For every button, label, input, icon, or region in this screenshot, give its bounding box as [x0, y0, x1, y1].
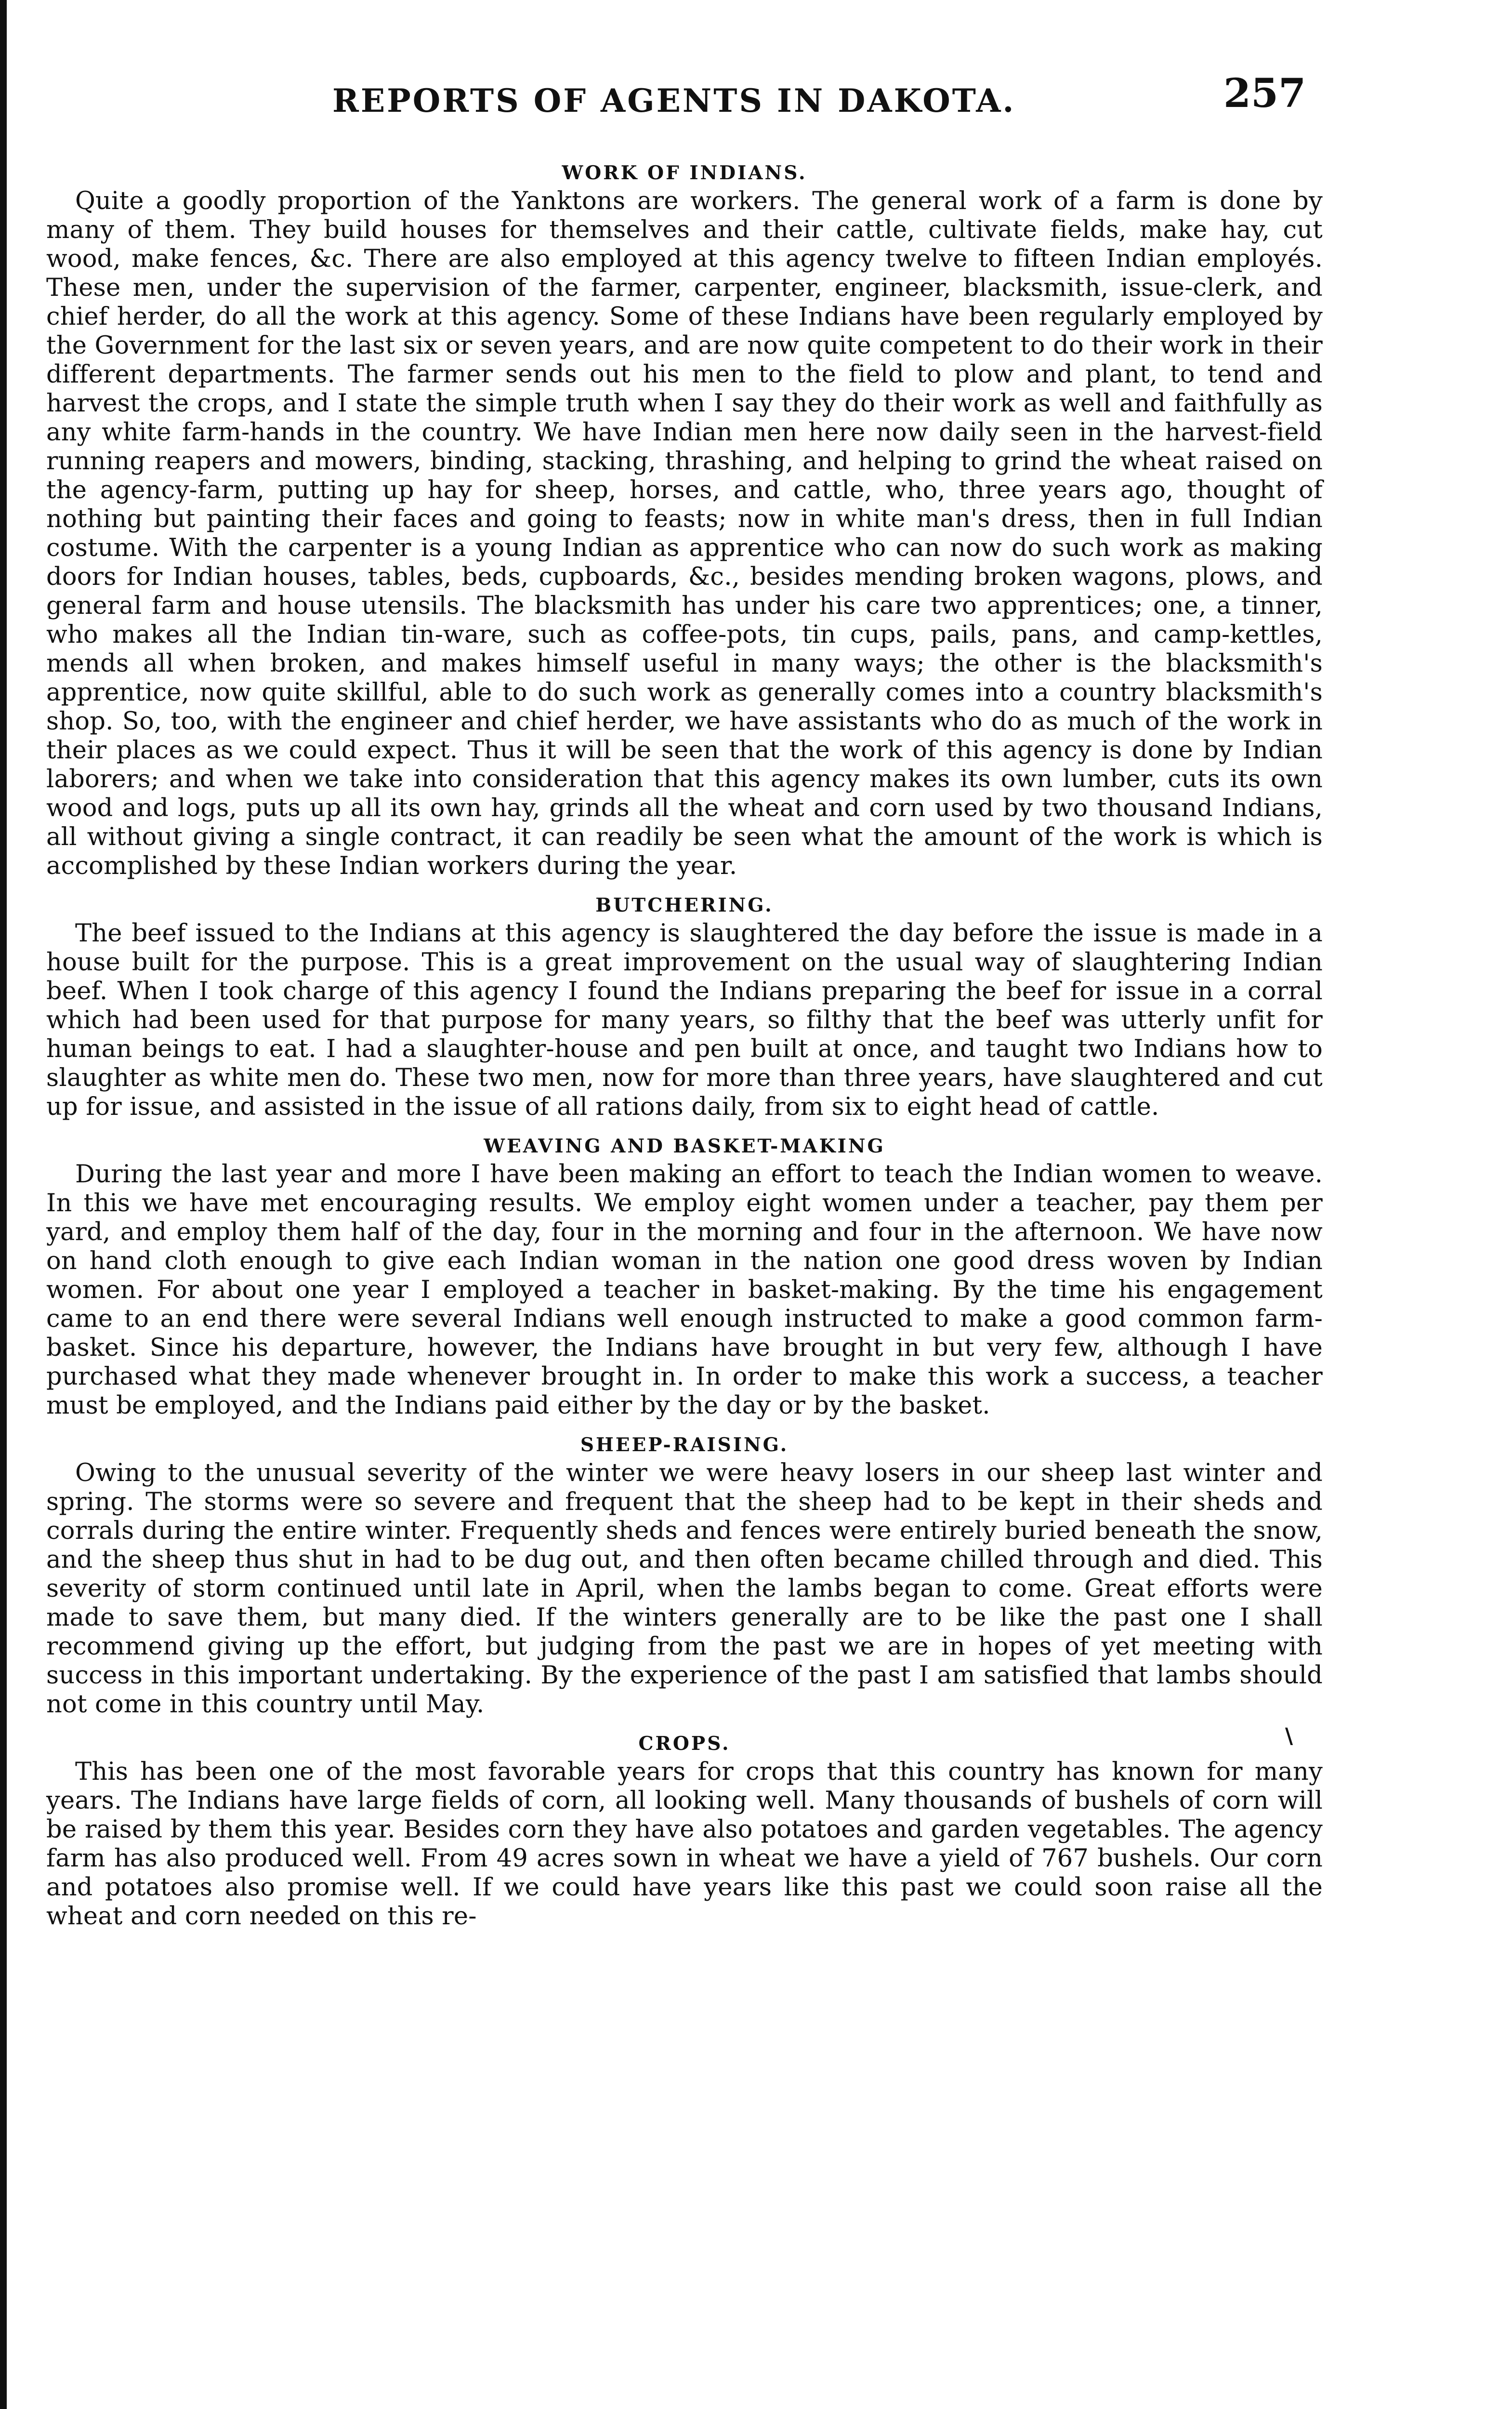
- paragraph: Owing to the unusual severity of the winter we were heavy losers in our sheep last winter and spring. The storms were so severe and frequent that the sheep had to be kept in their sheds and corrals during the entire winter. Frequently sheds and fences were entirely buried beneath the snow, and the sheep thus shut in had to be dug out, and then often became chilled through and died. This severity of storm continued until late in April, when the lambs began to come. Great efforts were made to save them, but many died. If the winters generally are to be like the past one I shall recommend giving up the effort, but judging from the past we are in hopes of yet meeting with success in this important undertaking. By the experience of the past I am satisfied that lambs should not come in this country until May.: [46, 1459, 1323, 1719]
- section-heading: BUTCHERING.: [595, 894, 774, 916]
- section-gap: [46, 1122, 1323, 1132]
- running-head: REPORTS OF AGENTS IN DAKOTA.: [332, 82, 1016, 119]
- section-heading: CROPS.: [638, 1733, 731, 1755]
- section-heading: WORK OF INDIANS.: [562, 162, 807, 184]
- section-sheep-raising: [46, 1431, 1323, 1719]
- section-weaving-basket-making: [46, 1132, 1323, 1420]
- section-gap: [46, 1719, 1323, 1730]
- page-number: 257: [1223, 70, 1306, 117]
- section-crops: [46, 1730, 1323, 1931]
- paragraph: Quite a goodly proportion of the Yanktons are workers. The general work of a farm is done by many of them. They build houses for themselves and their cattle, cultivate fields, make hay, cut wood, make fences, &c. There are also employed at this agency twelve to fifteen Indian employés. These men, under the supervision of the farmer, carpenter, engineer, blacksmith, issue-clerk, and chief herder, do all the work at this agency. Some of these Indians have been regularly employed by the Government for the last six or seven years, and are now quite competent to do their work in their different departments. The farmer sends out his men to the field to plow and plant, to tend and harvest the crops, and I state the simple truth when I say they do their work as well and faithfully as any white farm-hands in the country. We have Indian men here now daily seen in the harvest-field running reapers and mowers, binding, stacking, thrashing, and helping to grind the wheat raised on the agency-farm, putting up hay for sheep, horses, and cattle, who, three years ago, thought of nothing but painting their faces and going to feasts; now in white man's dress, then in full Indian costume. With the carpenter is a young Indian as apprentice who can now do such work as making doors for Indian houses, tables, beds, cupboards, &c., besides mending broken wagons, plows, and general farm and house utensils. The blacksmith has under his care two apprentices; one, a tinner, who makes all the Indian tin-ware, such as coffee-pots, tin cups, pails, pans, and camp-kettles, mends all when broken, and makes himself useful in many ways; the other is the blacksmith's apprentice, now quite skillful, able to do such work as generally comes into a country blacksmith's shop. So, too, with the engineer and chief herder, we have assistants who do as much of the work in their places as we could expect. Thus it will be seen that the work of this agency is done by Indian laborers; and when we take into consideration that this agency makes its own lumber, cuts its own wood and logs, puts up all its own hay, grinds all the wheat and corn used by two thousand Indians, all without giving a single contract, it can readily be seen what the amount of the work is which is accomplished by these Indian workers during the year.: [46, 187, 1323, 880]
- document-body: [46, 159, 1323, 1931]
- section-butchering: [46, 891, 1323, 1122]
- paragraph: This has been one of the most favorable years for crops that this country has known for many years. The Indians have large fields of corn, all looking well. Many thousands of bushels of corn will be raised by them this year. Besides corn they have also potatoes and garden vegetables. The agency farm has also produced well. From 49 acres sown in wheat we have a yield of 767 bushels. Our corn and potatoes also promise well. If we could have years like this past we could soon raise all the wheat and corn needed on this re-: [46, 1758, 1323, 1931]
- paragraph: The beef issued to the Indians at this agency is slaughtered the day before the issue is made in a house built for the purpose. This is a great improvement on the usual way of slaughtering Indian beef. When I took charge of this agency I found the Indians preparing the beef for issue in a corral which had been used for that purpose for many years, so filthy that the beef was utterly unfit for human beings to eat. I had a slaughter-house and pen built at once, and taught two Indians how to slaughter as white men do. These two men, now for more than three years, have slaughtered and cut up for issue, and assisted in the issue of all rations daily, from six to eight head of cattle.: [46, 919, 1323, 1121]
- page-edge-shadow: [0, 0, 7, 2409]
- section-gap: [46, 881, 1323, 891]
- section-heading: SHEEP-RAISING.: [580, 1434, 789, 1456]
- section-heading: WEAVING AND BASKET-MAKING: [484, 1135, 885, 1157]
- section-gap: [46, 1420, 1323, 1431]
- section-work-of-indians: [46, 159, 1323, 881]
- stray-print-mark: \: [1285, 1724, 1293, 1748]
- paragraph: During the last year and more I have been making an effort to teach the Indian women to weave. In this we have met encouraging results. We employ eight women under a teacher, pay them per yard, and employ them half of the day, four in the morning and four in the afternoon. We have now on hand cloth enough to give each Indian woman in the nation one good dress woven by Indian women. For about one year I employed a teacher in basket-making. By the time his engagement came to an end there were several Indians well enough instructed to make a good common farm-basket. Since his departure, however, the Indians have brought in but very few, although I have purchased what they made whenever brought in. In order to make this work a success, a teacher must be employed, and the Indians paid either by the day or by the basket.: [46, 1160, 1323, 1420]
